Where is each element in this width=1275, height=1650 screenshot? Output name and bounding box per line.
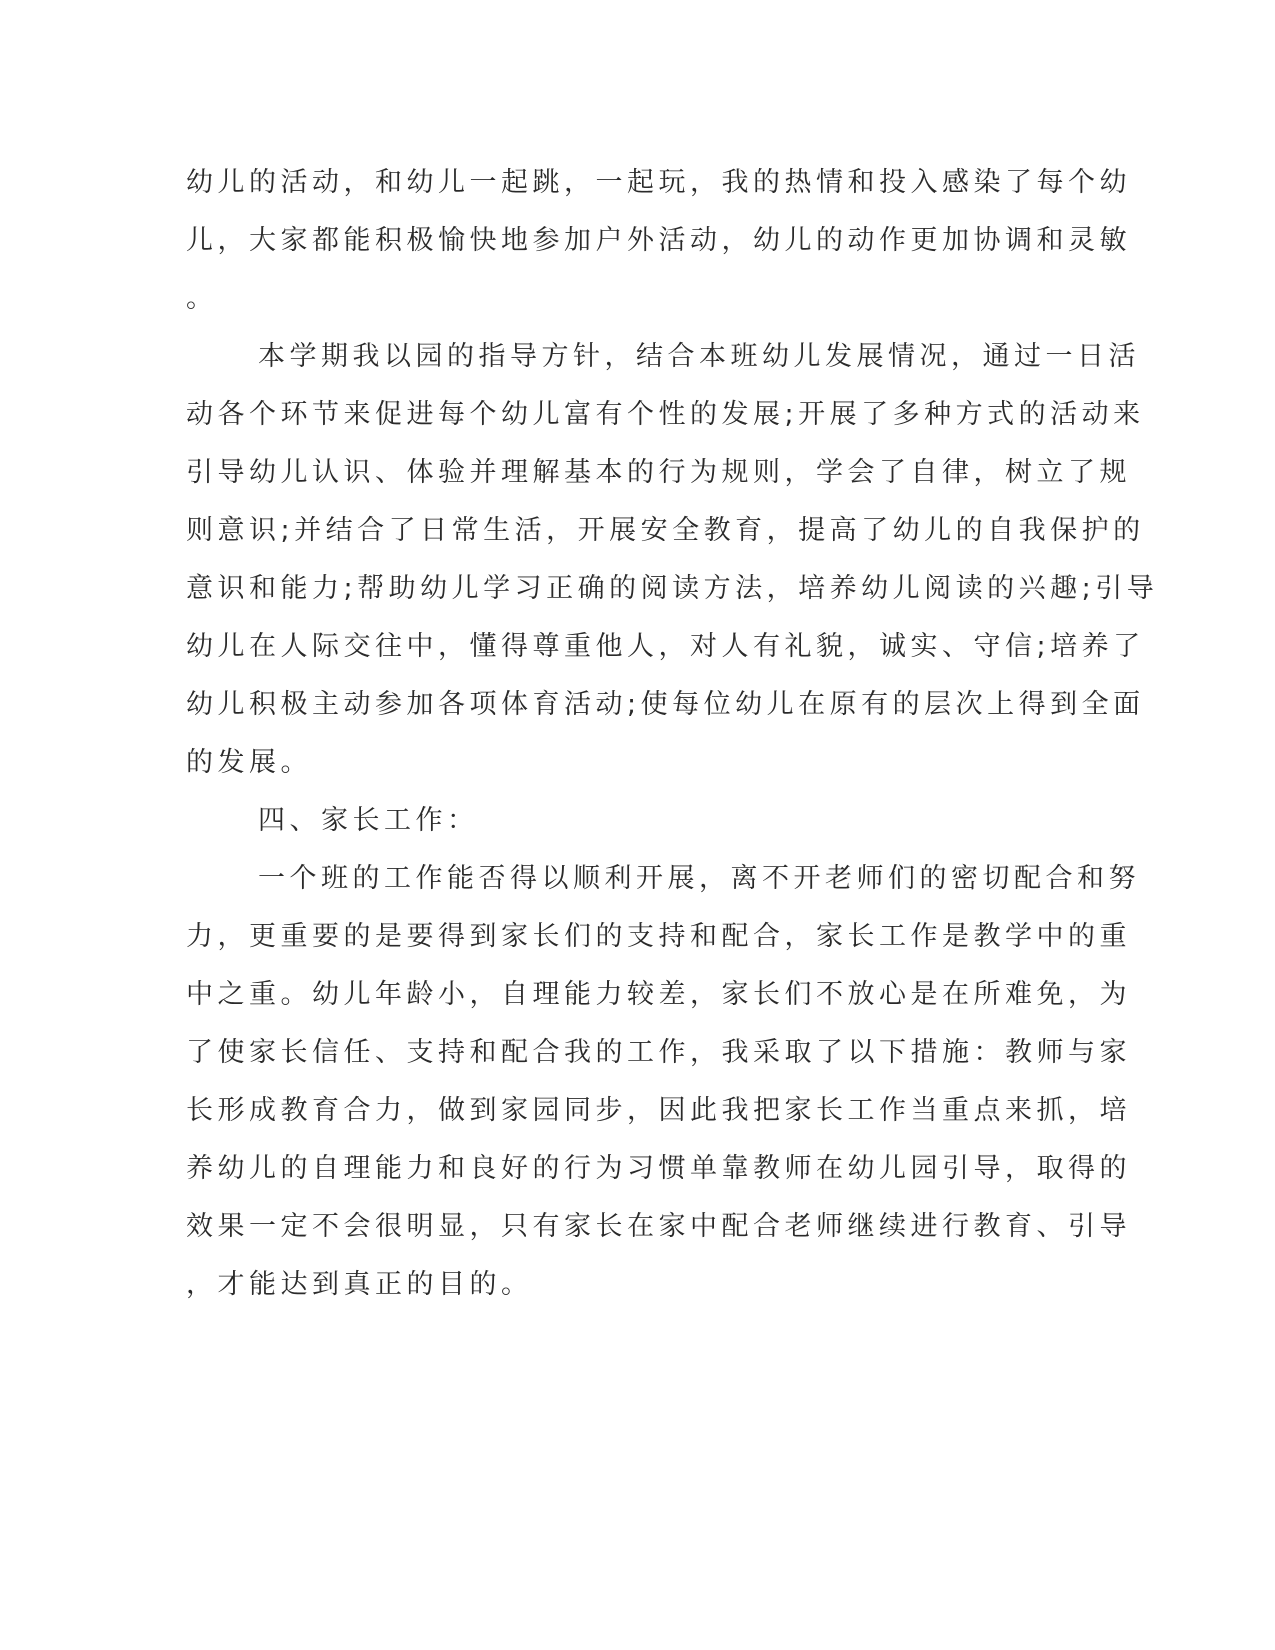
paragraph-1-line-3: 。 bbox=[186, 283, 218, 314]
section-heading: 四、家长工作： bbox=[258, 805, 479, 836]
paragraph-2-line-3: 引导幼儿认识、体验并理解基本的行为规则，学会了自律，树立了规 bbox=[186, 457, 1131, 488]
paragraph-4-line-6: 养幼儿的自理能力和良好的行为习惯单靠教师在幼儿园引导，取得的 bbox=[186, 1153, 1131, 1184]
paragraph-1-line-1: 幼儿的活动，和幼儿一起跳，一起玩，我的热情和投入感染了每个幼 bbox=[186, 167, 1131, 198]
paragraph-4-line-5: 长形成教育合力，做到家园同步，因此我把家长工作当重点来抓，培 bbox=[186, 1095, 1131, 1126]
paragraph-2-line-2: 动各个环节来促进每个幼儿富有个性的发展;开展了多种方式的活动来 bbox=[186, 399, 1145, 430]
paragraph-2-line-4: 则意识;并结合了日常生活，开展安全教育，提高了幼儿的自我保护的 bbox=[186, 515, 1145, 546]
paragraph-2-line-5: 意识和能力;帮助幼儿学习正确的阅读方法，培养幼儿阅读的兴趣;引导 bbox=[186, 573, 1159, 604]
paragraph-2-line-1: 本学期我以园的指导方针，结合本班幼儿发展情况，通过一日活 bbox=[258, 341, 1140, 372]
paragraph-4-line-8: ，才能达到真正的目的。 bbox=[186, 1269, 533, 1300]
paragraph-4-line-3: 中之重。幼儿年龄小，自理能力较差，家长们不放心是在所难免，为 bbox=[186, 979, 1131, 1010]
paragraph-4-line-4: 了使家长信任、支持和配合我的工作，我采取了以下措施：教师与家 bbox=[186, 1037, 1131, 1068]
paragraph-2-line-6: 幼儿在人际交往中，懂得尊重他人，对人有礼貌，诚实、守信;培养了 bbox=[186, 631, 1145, 662]
paragraph-4-line-1: 一个班的工作能否得以顺利开展，离不开老师们的密切配合和努 bbox=[258, 863, 1140, 894]
paragraph-1-line-2: 儿，大家都能积极愉快地参加户外活动，幼儿的动作更加协调和灵敏 bbox=[186, 225, 1131, 256]
paragraph-4-line-7: 效果一定不会很明显，只有家长在家中配合老师继续进行教育、引导 bbox=[186, 1211, 1131, 1242]
paragraph-4-line-2: 力，更重要的是要得到家长们的支持和配合，家长工作是教学中的重 bbox=[186, 921, 1131, 952]
paragraph-2-line-7: 幼儿积极主动参加各项体育活动;使每位幼儿在原有的层次上得到全面 bbox=[186, 689, 1145, 720]
paragraph-2-line-8: 的发展。 bbox=[186, 747, 312, 778]
